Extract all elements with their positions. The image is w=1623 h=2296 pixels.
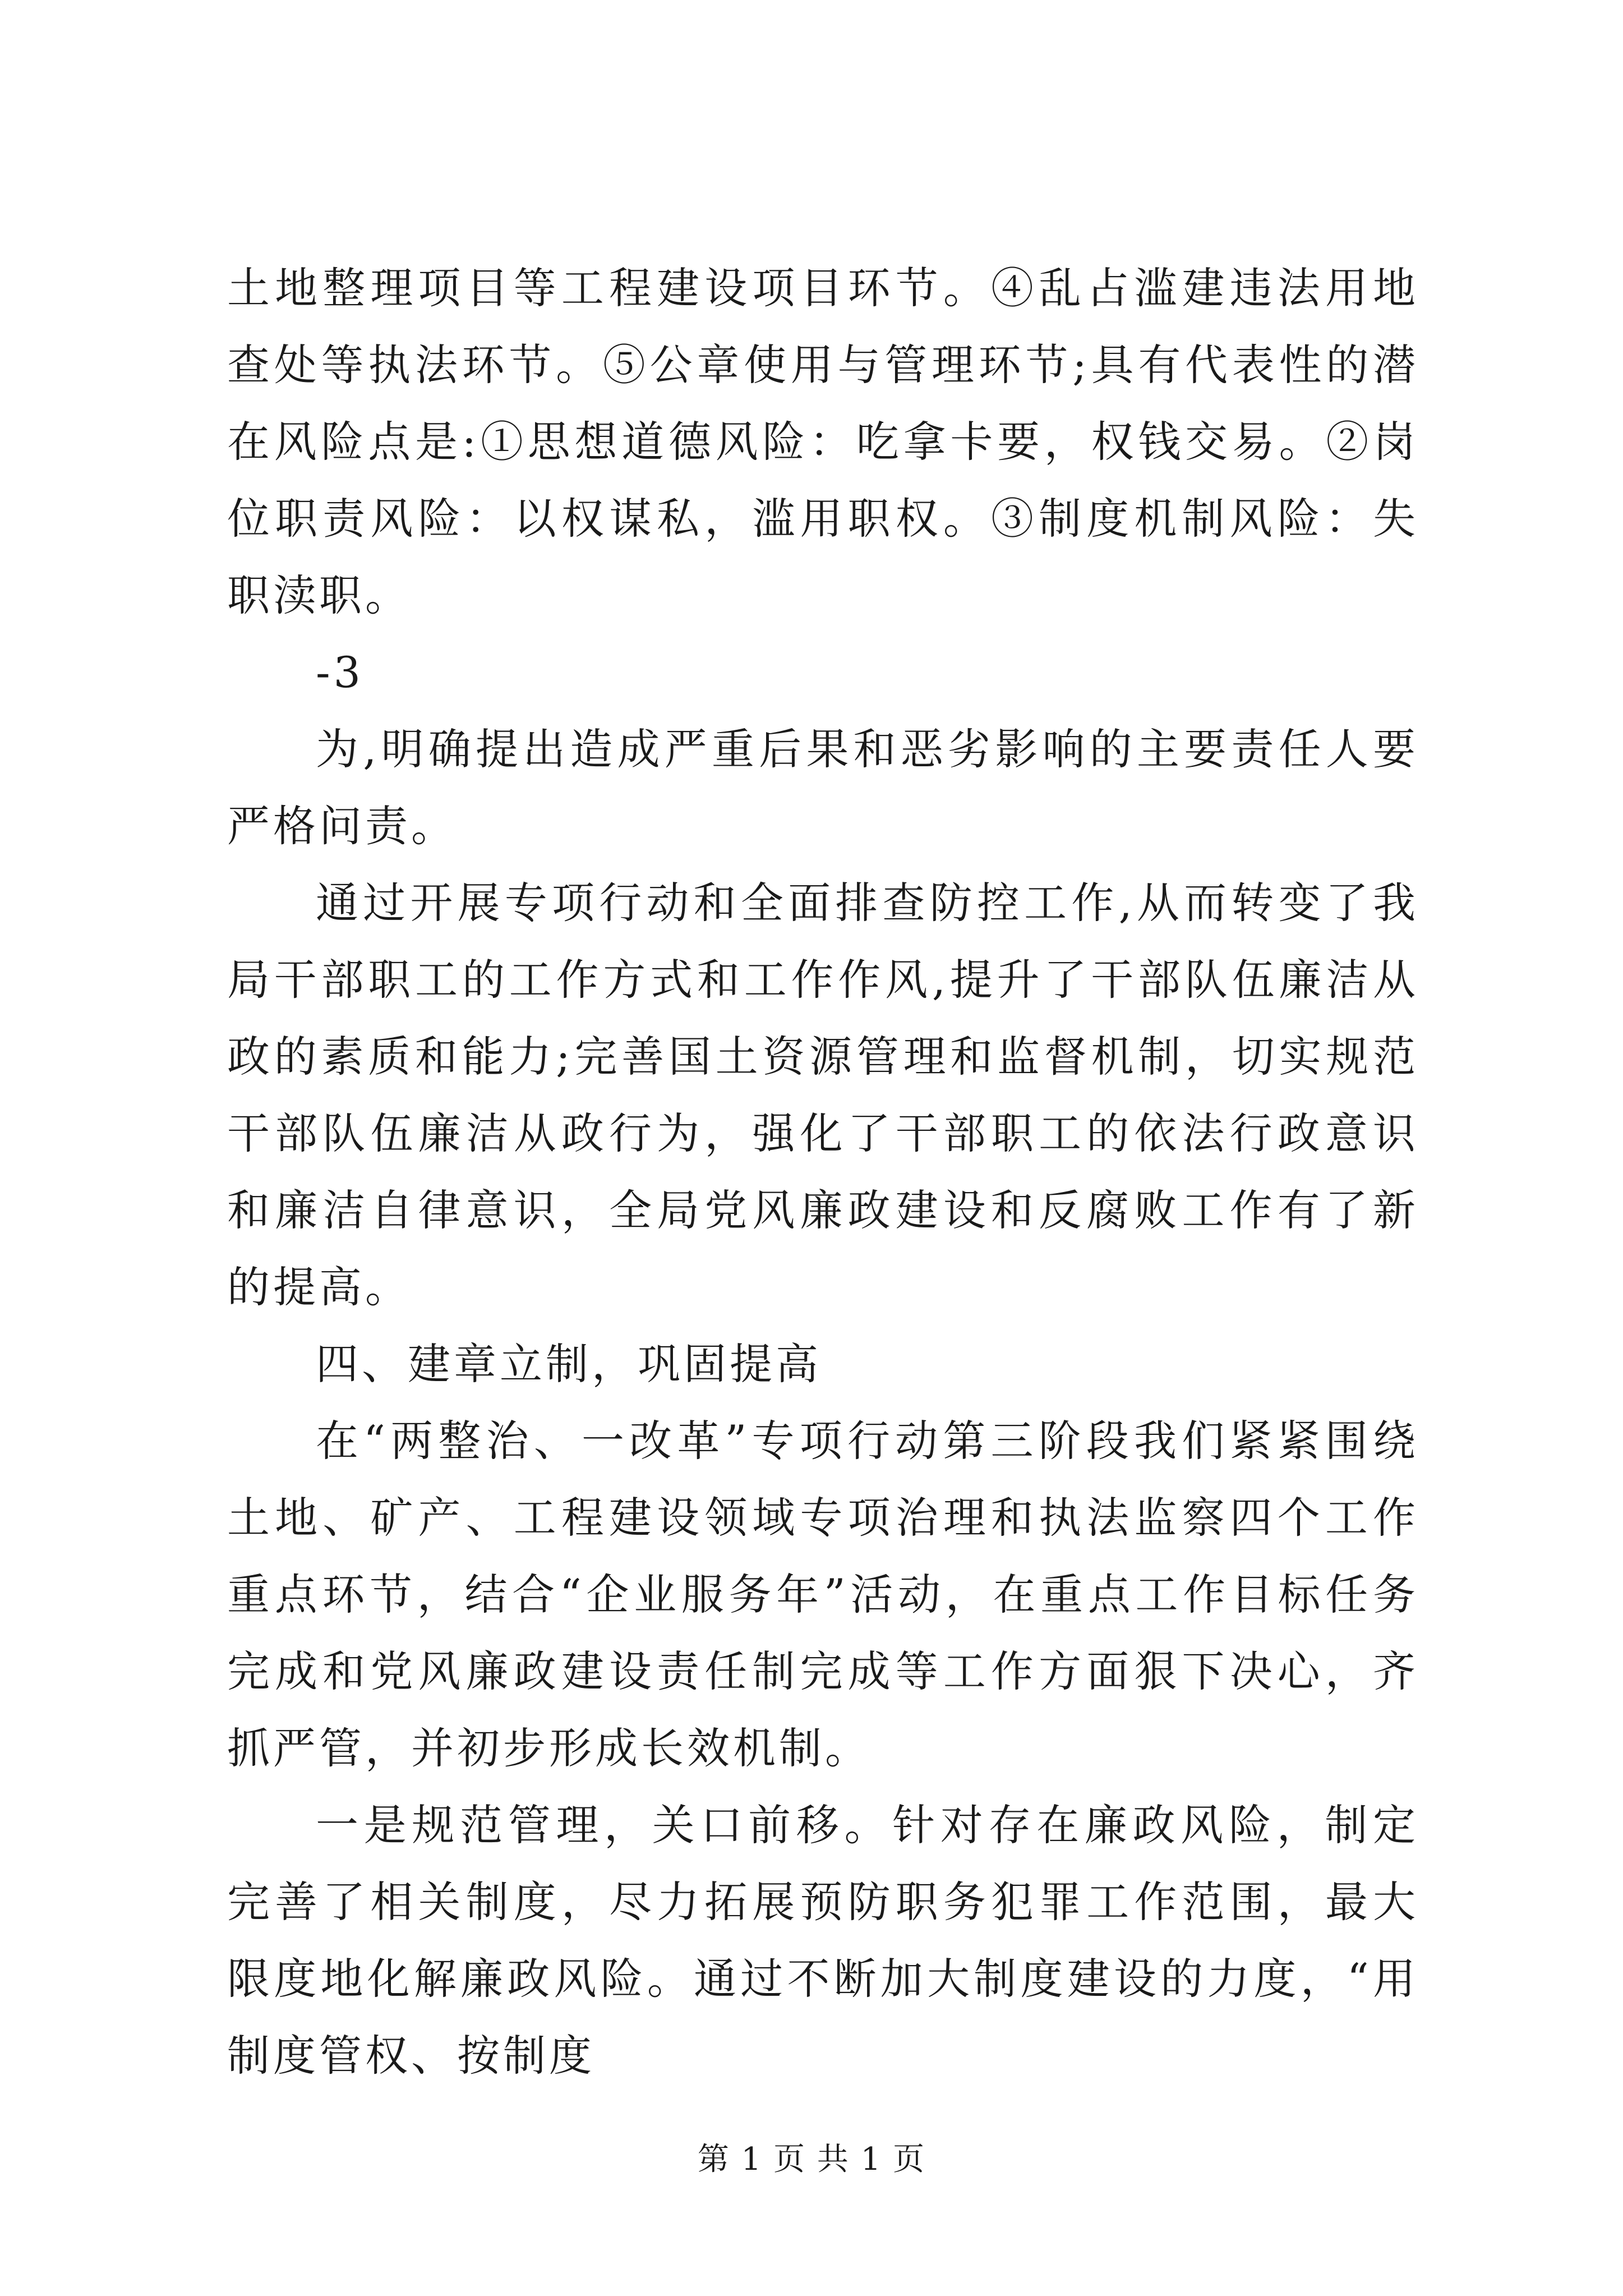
document-body xyxy=(227,250,1419,2094)
paragraph-3: 通过开展专项行动和全面排查防控工作,从而转变了我局干部职工的工作方式和工作作风,提升了干部队伍廉洁从政的素质和能力;完善国土资源管理和监督机制，切实规范干部队伍廉洁从政行为，强化了干部职工的依法行政意识和廉洁自律意识，全局党风廉政建设和反腐败工作有了新的提高。 xyxy=(227,878,1419,1312)
paragraph-4: 在“两整治、一改革”专项行动第三阶段我们紧紧围绕土地、矿产、工程建设领域专项治理和执法监察四个工作重点环节，结合“企业服务年”活动，在重点工作目标任务完成和党风廉政建设责任制完成等工作方面狠下决心，齐抓严管，并初步形成长效机制。 xyxy=(227,1416,1419,1773)
page-marker: -3 xyxy=(316,647,365,697)
section-heading: 四、建章立制，巩固提高 xyxy=(316,1339,822,1389)
page-footer: 第 1 页 共 1 页 xyxy=(697,2141,926,2178)
paragraph-1: 土地整理项目等工程建设项目环节。④乱占滥建违法用地查处等执法环节。⑤公章使用与管理环节;具有代表性的潜在风险点是:①思想道德风险：吃拿卡要，权钱交易。②岗位职责风险：以权谋私，滥用职权。③制度机制风险：失职渎职。 xyxy=(227,263,1419,620)
paragraph-5: 一是规范管理，关口前移。针对存在廉政风险，制定完善了相关制度，尽力拓展预防职务犯罪工作范围，最大限度地化解廉政风险。通过不断加大制度建设的力度，“用制度管权、按制度 xyxy=(227,1800,1419,2081)
paragraph-2: 为,明确提出造成严重后果和恶劣影响的主要责任人要严格问责。 xyxy=(227,724,1419,851)
